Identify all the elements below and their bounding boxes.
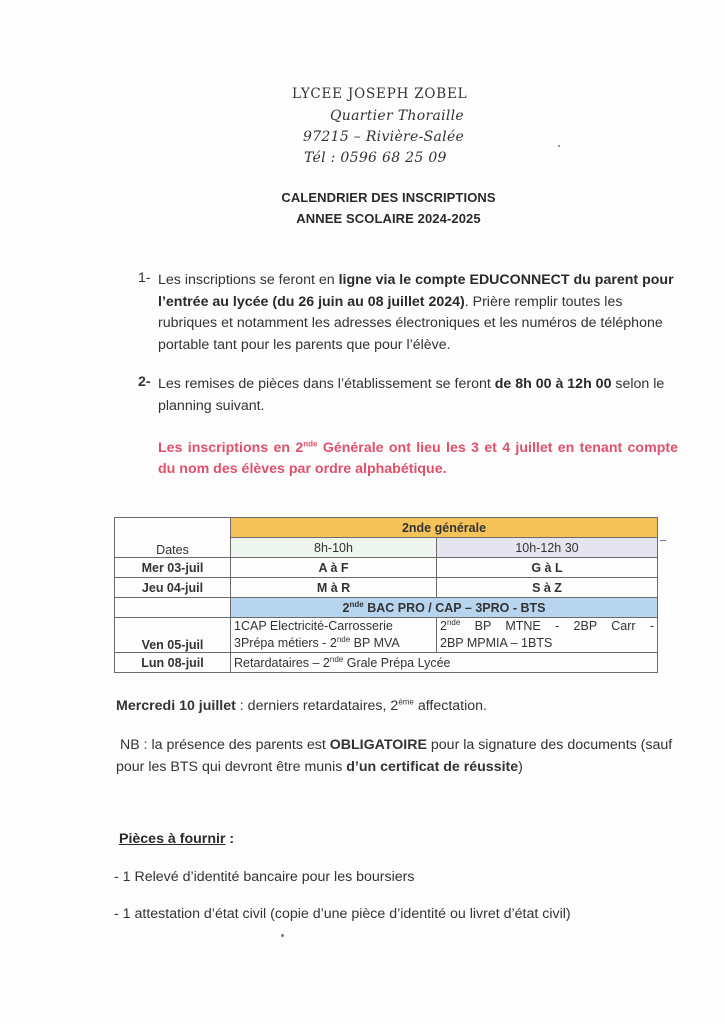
ven-right-line1 [440,618,654,635]
mercredi-sup: ème [398,697,414,707]
section-1-text-b: . Prière remplir toutes les rubriques et notamment les adresses électroniques et les numéros de téléphone portable tant pour les parents que pour l’élève. [158,293,663,353]
notice-text-b: Générale ont lieu les 3 et 4 juillet en tenant compte du nom des élèves par ordre alphabétique. [158,440,678,477]
lun-text-a: Retardataires – 2 [234,655,330,670]
section-1-text-a: Les inscriptions se feront en [158,272,339,288]
notice-text-a: Les inscriptions en 2 [158,440,304,456]
row-date: Mer 03-juil [115,558,231,578]
ven-right-line1-a: 2 [440,619,447,633]
ven-right-line2: 2BP MPMIA – 1BTS [440,636,553,650]
schedule-table [114,517,658,673]
lun-text-sup: nde [329,654,344,664]
pieces-list-item: - 1 attestation d’état civil (copie d’une pièce d’identité ou livret d’état civil) [114,906,571,922]
slot1-header: 8h-10h [231,538,437,558]
section-2-text-b: selon le planning suivant. [158,376,665,414]
group2-rest: BAC PRO / CAP – 3PRO - BTS [363,600,546,615]
pieces-list-item: - 1 Relevé d’identité bancaire pour les boursiers [114,869,415,885]
ven-right-line1-b: BP MTNE - 2BP Carr - [460,619,654,633]
group1-header: 2nde générale [231,518,658,538]
table-row-group2-header [115,598,658,618]
mercredi-bold: Mercredi 10 juillet [116,698,236,714]
table-row-group1-header [115,518,658,538]
school-address: Quartier Thoraille [330,108,465,124]
lun-text-b: Grale Prépa Lycée [343,655,451,670]
ven-right-line1-sup: nde [446,617,461,627]
nb-note [116,735,676,778]
section-2-text [158,374,678,417]
lun-cell [231,653,658,673]
ven-left-line1: 1CAP Electricité-Carrosserie [234,619,393,633]
table-row-ven [115,618,658,653]
scan-speck [281,934,284,937]
nb-text-a: NB : la présence des parents est [119,737,330,753]
seconde-generale-notice [158,438,678,480]
section-2-text-a: Les remises de pièces dans l’établissement se feront [158,376,495,392]
dates-header: Dates [115,518,231,558]
row-date: Jeu 04-juil [115,578,231,598]
mercredi-text-a: : derniers retardataires, 2 [235,698,399,714]
section-1-number: 1- [138,270,151,286]
empty-date-cell [115,598,231,618]
document-title: CALENDRIER DES INSCRIPTIONS [281,190,496,205]
row-slot2: G à L [437,558,658,578]
pieces-heading-text: Pièces à fournir [119,831,226,847]
group2-header [231,598,658,618]
row-date: Ven 05-juil [115,618,231,653]
mercredi-text-b: affectation. [413,698,487,714]
ven-left-line2-b: BP MVA [350,636,400,650]
school-name: LYCEE JOSEPH ZOBEL [292,86,468,102]
ven-left-line2-a: 3Prépa métiers - 2 [234,636,337,650]
nb-bold-b: d’un certificat de réussite [346,758,519,775]
section-2-bold: de 8h 00 à 12h 00 [494,376,612,392]
table-row [115,578,658,598]
pieces-heading-suffix: : [225,831,235,847]
nb-bold-a: OBLIGATOIRE [329,737,427,753]
row-slot1: A à F [231,558,437,578]
row-slot2: S à Z [437,578,658,598]
ven-left-line2-sup: nde [336,634,351,644]
school-city: 97215 – Rivière-Salée [303,129,465,145]
row-date: Lun 08-juil [115,653,231,673]
nb-text-b: pour la signature des documents (sauf pour les BTS qui devront être munis [116,737,673,775]
ven-left-line2 [234,635,433,652]
group2-prefix: 2 [342,600,350,615]
mercredi-note [116,696,487,718]
table-row-lun [115,653,658,673]
school-phone: Tél : 0596 68 25 09 [304,150,447,166]
section-2-number: 2- [138,374,151,390]
ven-left-cell [231,618,437,653]
pieces-heading [119,831,234,847]
notice-sup: nde [303,439,318,449]
ven-right-cell [437,618,658,653]
slot2-header: 10h-12h 30 [437,538,658,558]
section-1-bold: ligne via le compte EDUCONNECT du parent pour l’entrée au lycée (du 26 juin au 08 juillet 2024) [158,272,674,310]
nb-text-c: ) [518,758,523,775]
document-subtitle: ANNEE SCOLAIRE 2024-2025 [296,211,481,226]
scan-speck [660,540,666,541]
section-1-text [158,270,678,356]
row-slot1: M à R [231,578,437,598]
group2-sup: nde [349,599,364,609]
scan-speck [558,145,560,147]
table-row [115,558,658,578]
